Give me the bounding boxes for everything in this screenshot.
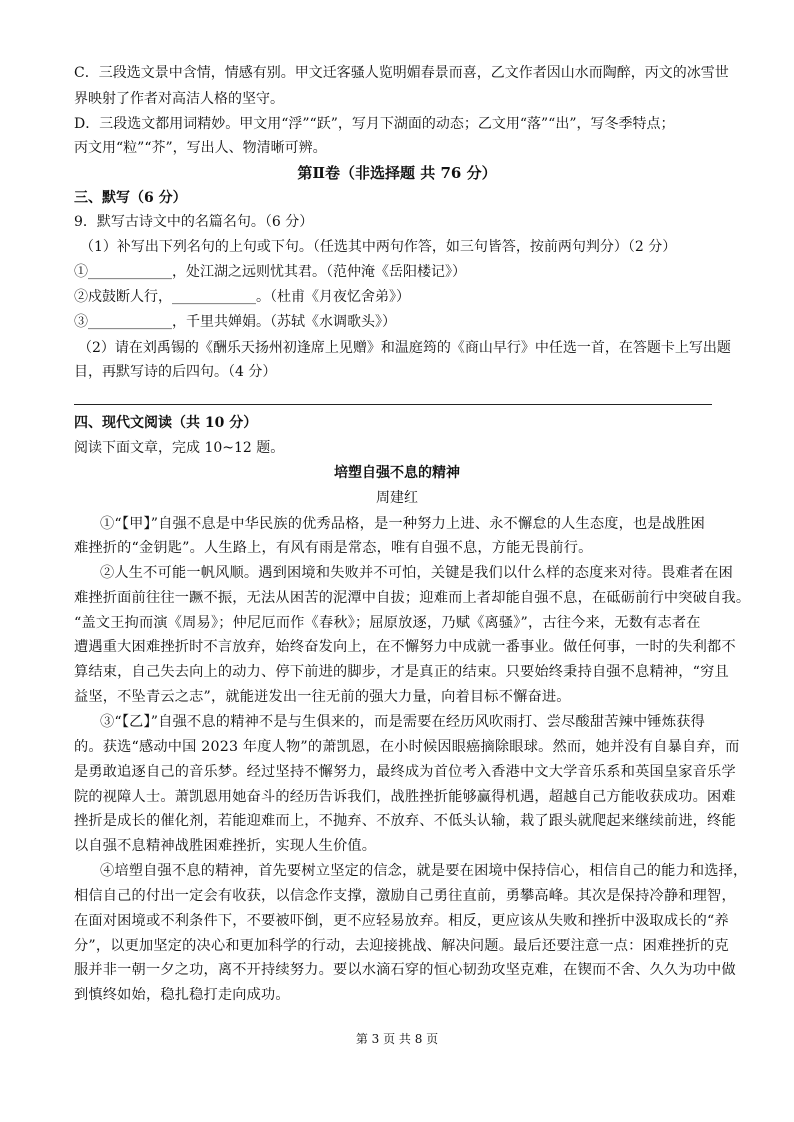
paragraph-line: 难挫折的“金钥匙”。人生路上，有风有雨是常态，唯有自强不息，方能无畏前行。 bbox=[74, 540, 593, 556]
question-9-part-2-line-2: 目，再默写诗的后四句。（4 分） bbox=[74, 364, 277, 380]
paragraph-line: 相信自己的付出一定会有收获，以信念作支撑，激励自己勇往直前，勇攀高峰。其次是保持冷静和理智， bbox=[74, 888, 736, 904]
fill-blank-item-3: ③____________，千里共婵娟。（苏轼《水调歌头》） bbox=[74, 314, 396, 330]
page-footer: 第 3 页 共 8 页 bbox=[355, 1032, 439, 1046]
volume-title: 第Ⅱ卷（非选择题 共 76 分） bbox=[297, 164, 497, 182]
question-9-part-1: （1）补写出下列名句的上句或下句。（任选其中两句作答，如三句皆答，按前两句判分）（2 分） bbox=[80, 239, 677, 255]
article-author: 周建红 bbox=[376, 490, 418, 506]
paragraph-line: 院的视障人士。萧凯恩用她奋斗的经历告诉我们，战胜挫折能够赢得机遇，超越自己方能收获成功。困难 bbox=[74, 789, 736, 805]
fill-blank-item-2: ②戍鼓断人行，____________。（杜甫《月夜忆舍弟》） bbox=[74, 289, 410, 305]
paragraph-line: 在面对困境或不利条件下，不要被吓倒，更不应轻易放弃。相反，更应该从失败和挫折中汲取成长的“养 bbox=[74, 913, 729, 929]
question-9-part-2-line-1: （2）请在刘禹锡的《酬乐天扬州初逢席上见赠》和温庭筠的《商山早行》中任选一首，在答题卡上写出题 bbox=[78, 340, 731, 356]
fill-blank-item-1: ①____________，处江湖之远则忧其君。（范仲淹《岳阳楼记》） bbox=[74, 264, 466, 280]
answer-line bbox=[74, 404, 712, 405]
paragraph-line: 难挫折面前往往一蹶不振，无法从困苦的泥潭中自拔；迎难而上者却能自强不息，在砥砺前行中突破自我。 bbox=[74, 590, 751, 606]
reading-instruction: 阅读下面文章，完成 10~12 题。 bbox=[74, 440, 285, 456]
paragraph-line: 算结束，自己失去向上的动力、停下前进的脚步，才是真正的结束。只要始终秉持自强不息精神，“穷且 bbox=[74, 664, 729, 680]
section-4-heading: 四、现代文阅读（共 10 分） bbox=[74, 415, 258, 431]
paragraph-line: 分”，以更加坚定的决心和更加科学的行动，去迎接挑战、解决问题。最后还要注意一点：困难挫折的克 bbox=[74, 938, 729, 954]
article-title: 培塑自强不息的精神 bbox=[334, 465, 460, 481]
paragraph-line: 是勇敢追逐自己的音乐梦。经过坚持不懈努力，最终成为首位考入香港中文大学音乐系和英国皇家音乐学 bbox=[74, 764, 736, 780]
paragraph-line: 遭遇重大困难挫折时不言放弃，始终奋发向上，在不懈努力中成就一番事业。做任何事，一时的失利都不 bbox=[74, 639, 736, 655]
section-3-heading: 三、默写（6 分） bbox=[74, 190, 187, 206]
paragraph-line: 服并非一朝一夕之功，离不开持续努力。要以水滴石穿的恒心韧劲攻坚克难，在锲而不舍、久久为功中做 bbox=[74, 962, 736, 978]
paragraph-line: 到慎终如始，稳扎稳打走向成功。 bbox=[74, 987, 290, 1003]
paragraph-line: ③“【乙】”自强不息的精神不是与生俱来的，而是需要在经历风吹雨打、尝尽酸甜苦辣中锤炼获得 bbox=[100, 714, 705, 730]
paragraph-line: 的。获选“感动中国 2023 年度人物”的萧凯恩，在小时候因眼癌摘除眼球。然而，她并没有自暴自弃，而 bbox=[74, 739, 740, 755]
paragraph-line: 益坚，不坠青云之志”，就能迸发出一往无前的强大力量，向着目标不懈奋进。 bbox=[74, 689, 571, 705]
paragraph-line: ④培塑自强不息的精神，首先要树立坚定的信念，就是要在困境中保持信心，相信自己的能力和选择， bbox=[100, 863, 748, 879]
paragraph-line: 挫折是成长的催化剂，若能迎难而上，不抛弃、不放弃、不低头认输，栽了跟头就爬起来继续前进，终能 bbox=[74, 813, 736, 829]
paragraph-line: 以自强不息精神战胜困难挫折，实现人生价值。 bbox=[74, 838, 377, 854]
paragraph-line: ②人生不可能一帆风顺。遇到困境和失败并不可怕，关键是我们以什么样的态度来对待。畏难者在困 bbox=[100, 565, 734, 581]
paragraph-line: ①“【甲】”自强不息是中华民族的优秀品格，是一种努力上进、永不懈怠的人生态度，也是战胜困 bbox=[100, 516, 705, 532]
question-9: 9．默写古诗文中的名篇名句。（6 分） bbox=[74, 214, 314, 230]
option-d-line-1: D．三段选文都用词精妙。甲文用“浮”“跃”，写月下湖面的动态；乙文用“落”“出”，写冬季特点； bbox=[74, 116, 675, 132]
option-c-line-1: C．三段选文景中含情，情感有别。甲文迁客骚人览明媚春景而喜，乙文作者因山水而陶醉，丙文的冰雪世 bbox=[74, 65, 729, 81]
option-c-line-2: 界映射了作者对高洁人格的坚守。 bbox=[74, 91, 284, 107]
option-d-line-2: 丙文用“粒”“芥”，写出人、物清晰可辨。 bbox=[74, 140, 327, 156]
paragraph-line: “盖文王拘而演《周易》；仲尼厄而作《春秋》；屈原放逐，乃赋《离骚》”，古往今来，无数有志者在 bbox=[74, 615, 701, 631]
